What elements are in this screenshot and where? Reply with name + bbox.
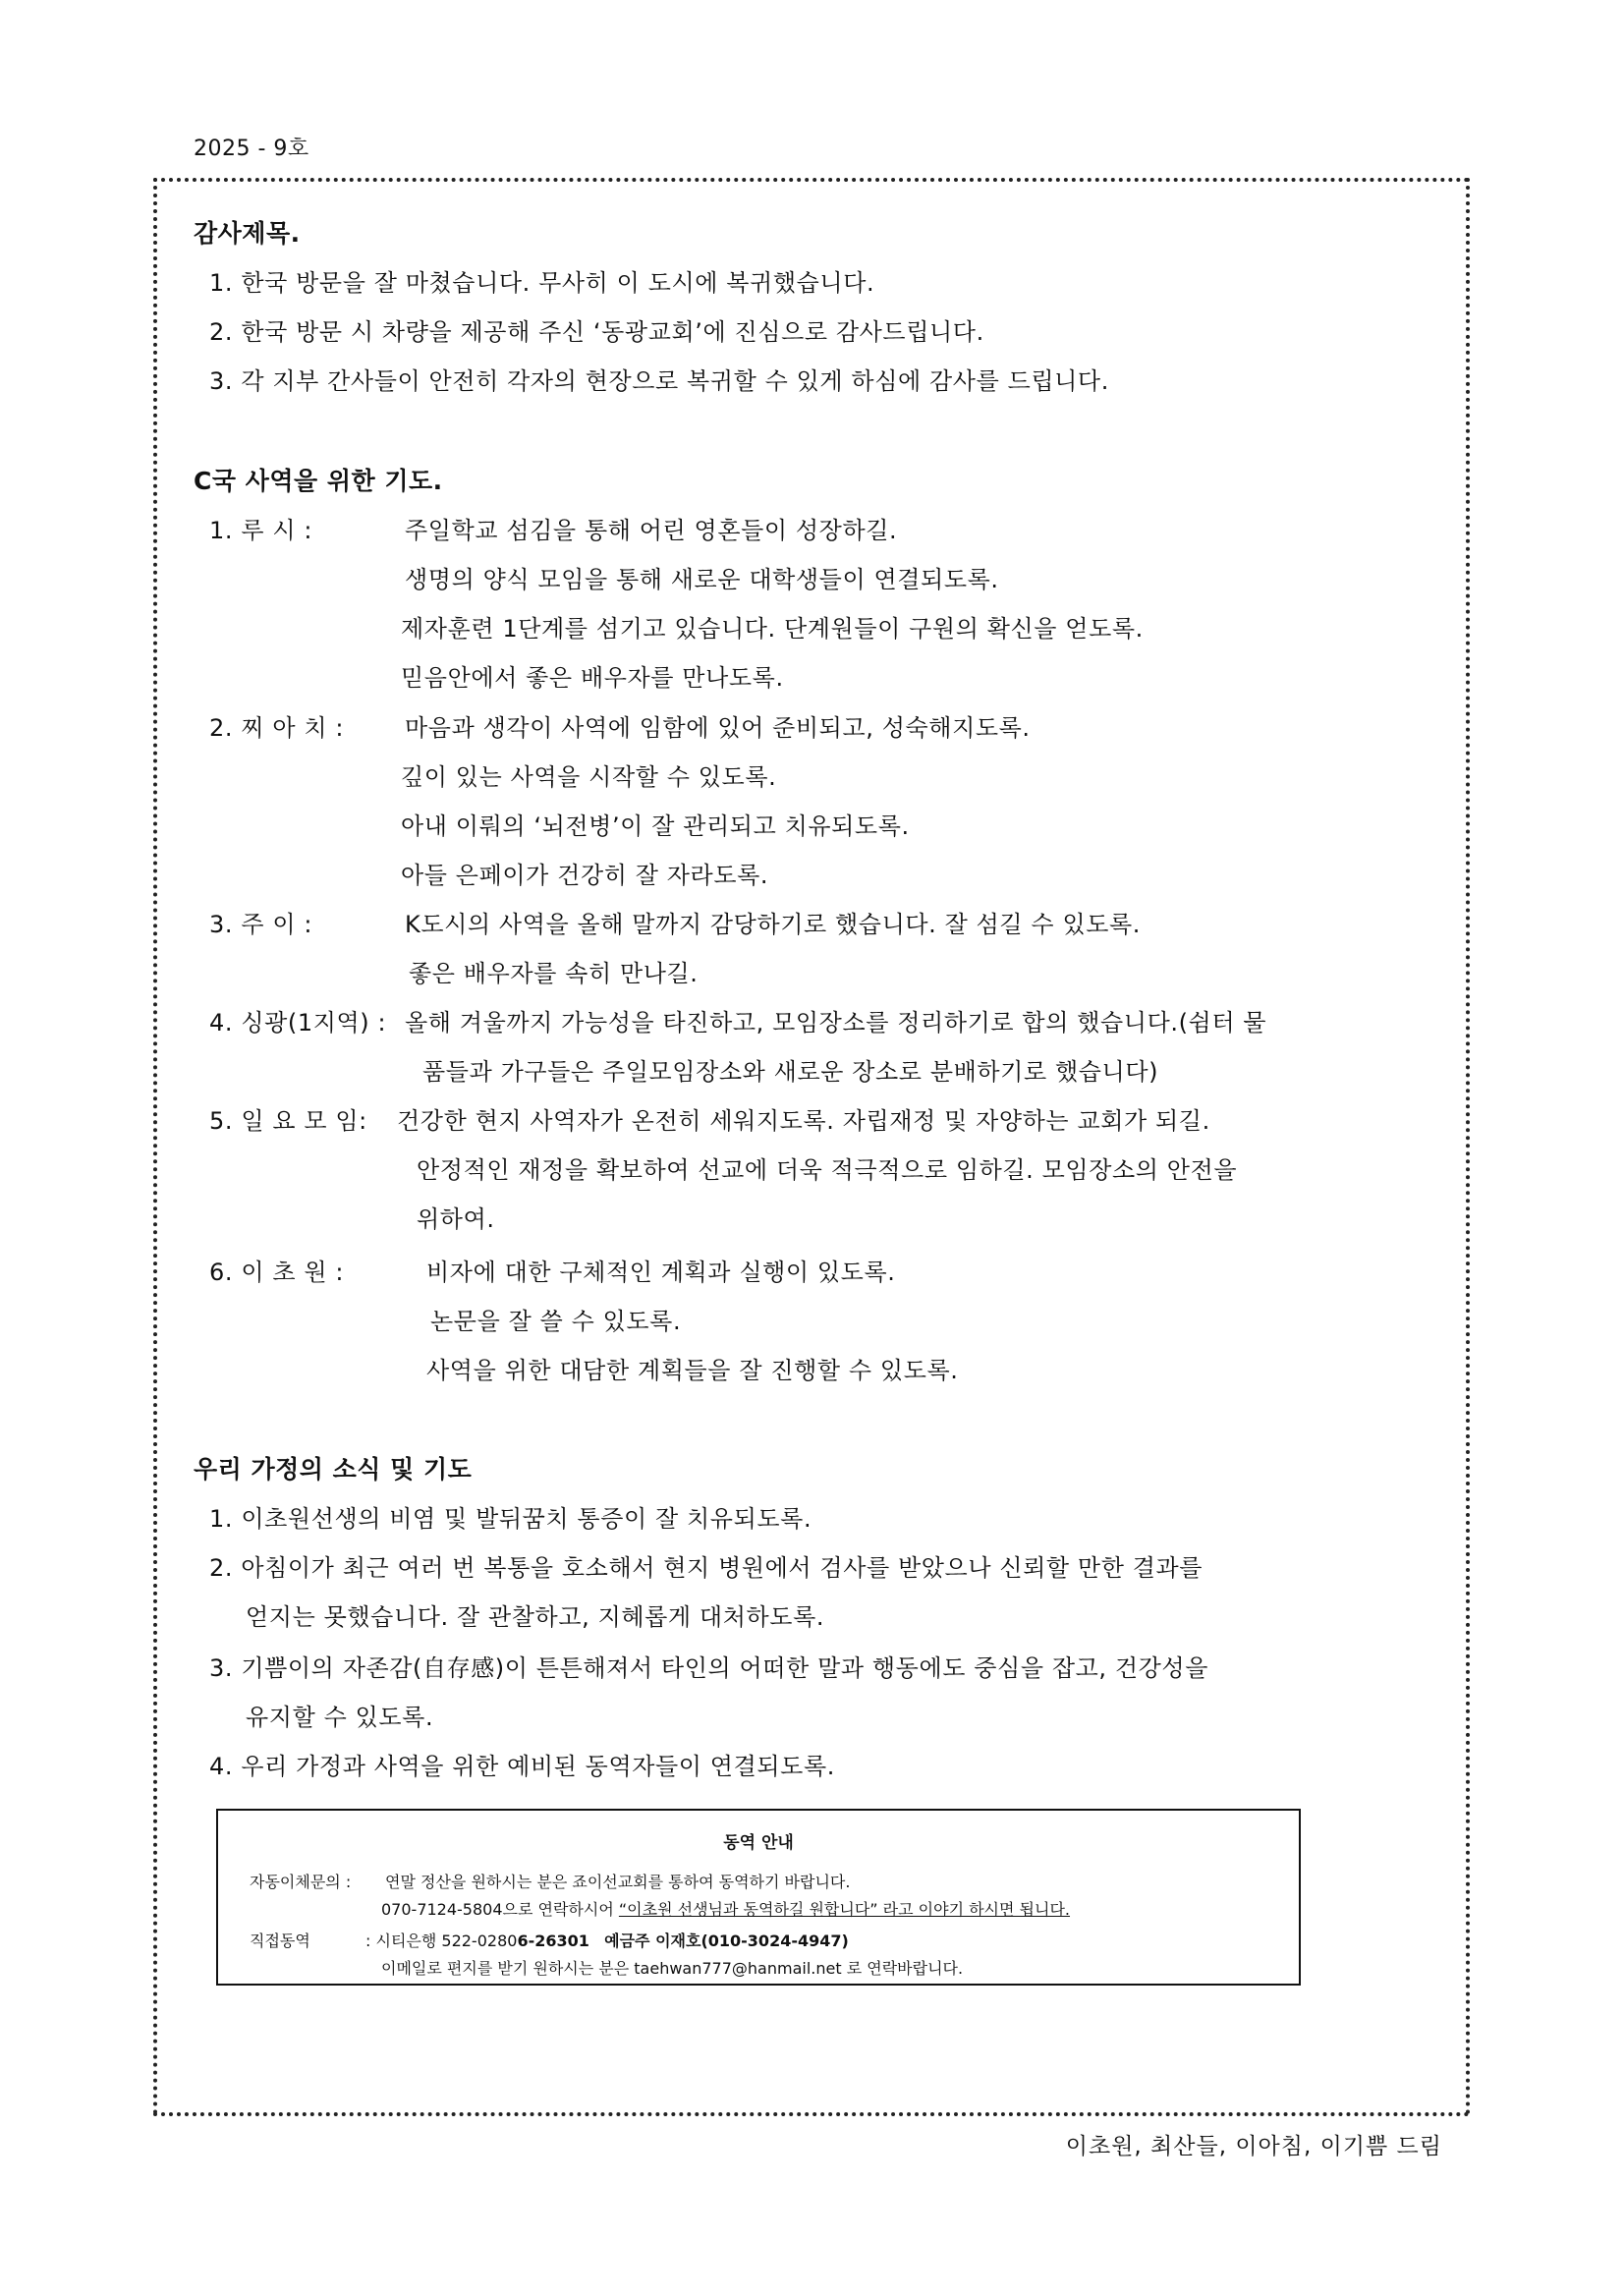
prayer-label: 5. 일 요 모 임:: [209, 1107, 367, 1135]
thanks-item: 3. 각 지부 간사들이 안전히 각자의 현장으로 복귀할 수 있게 하심에 감사를 드립니다.: [209, 367, 1109, 395]
auto-transfer-line: 연말 정산을 원하시는 분은 죠이선교회를 통하여 동역하기 바랍니다.: [385, 1873, 851, 1891]
family-section: [194, 1450, 472, 1485]
prayer-line: 마음과 생각이 사역에 임함에 있어 준비되고, 성숙해지도록.: [405, 714, 1031, 742]
direct-support-line: [365, 1929, 849, 1951]
bank-account: 시티은행 522-0280: [375, 1932, 518, 1950]
family-title: 우리 가정의 소식 및 기도: [194, 1455, 473, 1484]
prayer-line: 건강한 현지 사역자가 온전히 세워지도록. 자립재정 및 자양하는 교회가 되길.: [397, 1107, 1210, 1135]
prayer-line: 생명의 양식 모임을 통해 새로운 대학생들이 연결되도록.: [405, 566, 999, 593]
email-prefix: 이메일로 편지를 받기 원하시는 분은: [381, 1959, 635, 1978]
prayer-line: 깊이 있는 사역을 시작할 수 있도록.: [401, 763, 777, 791]
prayer-line: 아내 이뤄의 ‘뇌전병’이 잘 관리되고 치유되도록.: [401, 812, 910, 840]
prayer-line: K도시의 사역을 올해 말까지 감당하기로 했습니다. 잘 섬길 수 있도록.: [405, 911, 1142, 938]
signature: 이초원, 최산들, 이아침, 이기쁨 드림: [1065, 2134, 1442, 2159]
prayer-line: 아들 은페이가 건강히 잘 자라도록.: [401, 862, 769, 889]
prayer-label: 6. 이 초 원 :: [209, 1259, 345, 1286]
prayer-section: [194, 462, 443, 497]
prayer-label: 1. 루 시 :: [209, 517, 313, 544]
account-holder: 예금주 이재호(010-3024-4947): [604, 1932, 849, 1950]
prayer-line: 안정적인 재정을 확보하여 선교에 더욱 적극적으로 임하길. 모임장소의 안전을: [417, 1156, 1238, 1184]
prayer-label: 3. 주 이 :: [209, 911, 313, 938]
bank-account-bold: 6-26301: [517, 1932, 589, 1950]
prayer-label: 2. 찌 아 치 :: [209, 714, 345, 742]
email-link[interactable]: taehwan777@hanmail.net: [634, 1959, 842, 1978]
prayer-line: 품들과 가구들은 주일모임장소와 새로운 장소로 분배하기로 했습니다): [422, 1058, 1159, 1086]
prayer-line: 사역을 위한 대담한 계획들을 잘 진행할 수 있도록.: [426, 1357, 959, 1384]
family-item: 4. 우리 가정과 사역을 위한 예비된 동역자들이 연결되도록.: [209, 1753, 835, 1780]
phone-text: 070-7124-5804으로 연락하시어: [381, 1900, 619, 1919]
prayer-line: 비자에 대한 구체적인 계획과 실행이 있도록.: [426, 1259, 896, 1286]
family-item: 1. 이초원선생의 비염 및 발뒤꿈치 통증이 잘 치유되도록.: [209, 1505, 812, 1533]
prayer-line: 좋은 배우자를 속히 만나길.: [409, 960, 699, 987]
prayer-label: 4. 싱광(1지역) :: [209, 1009, 387, 1036]
thanks-item: 1. 한국 방문을 잘 마쳤습니다. 무사히 이 도시에 복귀했습니다.: [209, 269, 875, 297]
prayer-line: 위하여.: [417, 1205, 495, 1233]
colon: :: [365, 1932, 371, 1950]
auto-transfer-label: 자동이체문의 :: [250, 1873, 352, 1891]
email-line: [381, 1956, 963, 1979]
thanks-title: 감사제목.: [194, 219, 301, 248]
support-title: 동역 안내: [723, 1833, 794, 1853]
family-item: 3. 기쁨이의 자존감(自存感)이 튼튼해져서 타인의 어떠한 말과 행동에도 중심을 잡고, 건강성을: [209, 1654, 1208, 1682]
thanks-item: 2. 한국 방문 시 차량을 제공해 주신 ‘동광교회’에 진심으로 감사드립니다.: [209, 318, 984, 346]
auto-transfer-phone-line: [381, 1897, 1070, 1920]
family-item-cont: 얻지는 못했습니다. 잘 관찰하고, 지혜롭게 대처하도록.: [246, 1603, 825, 1631]
prayer-line: 주일학교 섬김을 통해 어린 영혼들이 성장하길.: [405, 517, 898, 544]
direct-support-label: 직접동역: [250, 1932, 310, 1950]
issue-number: 2025 - 9호: [194, 137, 309, 161]
support-box: [216, 1809, 1301, 1986]
prayer-title: C국 사역을 위한 기도.: [194, 467, 443, 495]
thanks-section: [194, 214, 301, 250]
prayer-line: 제자훈련 1단계를 섬기고 있습니다. 단계원들이 구원의 확신을 얻도록.: [401, 615, 1144, 643]
email-suffix: 로 연락바랍니다.: [846, 1959, 964, 1978]
prayer-line: 믿음안에서 좋은 배우자를 만나도록.: [401, 664, 784, 692]
prayer-line: 올해 겨울까지 가능성을 타진하고, 모임장소를 정리하기로 합의 했습니다.(쉼터 물: [405, 1009, 1267, 1036]
request-quote: “이초원 선생님과 동역하길 원합니다” 라고 이야기 하시면 됩니다.: [618, 1900, 1071, 1919]
family-item-cont: 유지할 수 있도록.: [246, 1704, 434, 1731]
family-item: 2. 아침이가 최근 여러 번 복통을 호소해서 현지 병원에서 검사를 받았으나 신뢰할 만한 결과를: [209, 1554, 1204, 1582]
prayer-line: 논문을 잘 쓸 수 있도록.: [430, 1308, 682, 1335]
